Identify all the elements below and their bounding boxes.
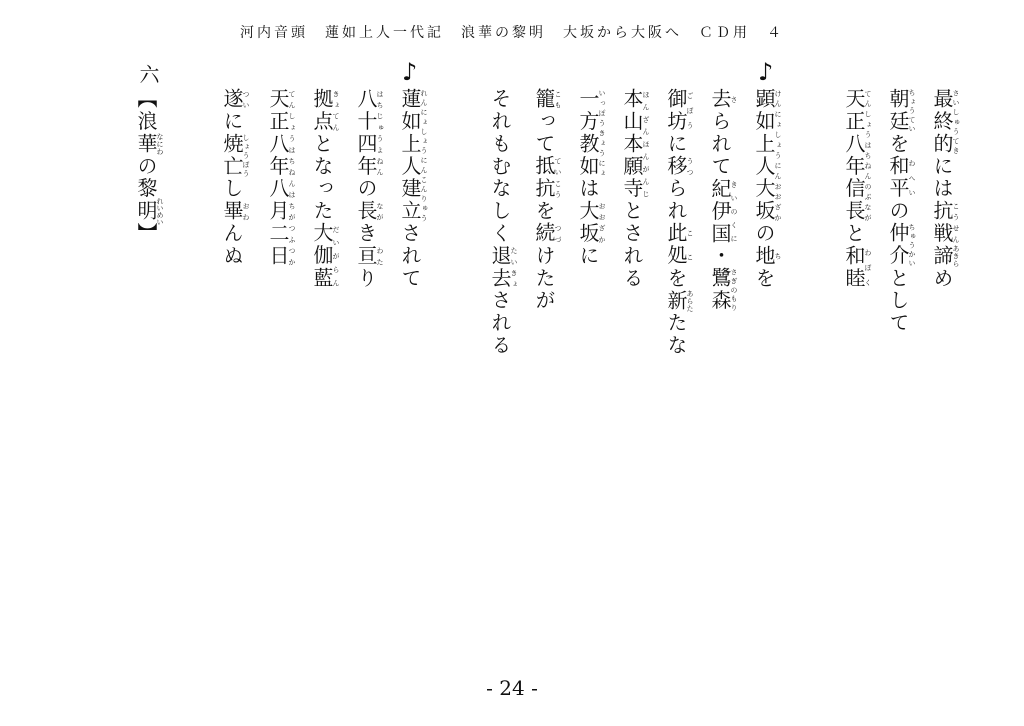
ruby-base-text: 本山本願寺 xyxy=(620,88,644,200)
ruby-word xyxy=(664,155,694,178)
lyric-text: けたが xyxy=(532,244,556,313)
furigana-reading: ちょうてい xyxy=(908,88,916,133)
lyric-text: は xyxy=(576,177,600,201)
ruby-word xyxy=(708,177,738,245)
section-title-text xyxy=(134,110,164,226)
lyric-column xyxy=(222,88,250,267)
lyric-text: 黎 xyxy=(134,177,158,201)
ruby-base-text: 鷺森 xyxy=(708,267,732,313)
ruby-word xyxy=(620,88,650,200)
ruby-word xyxy=(354,244,384,268)
ruby-word xyxy=(220,200,250,223)
ruby-base-text: 蓮如上人建立 xyxy=(398,88,422,223)
lyric-text: の xyxy=(354,177,378,201)
ruby-word xyxy=(886,222,916,268)
ruby-base-text: 和睦 xyxy=(842,244,866,290)
lyric-text: し xyxy=(220,177,244,201)
furigana-reading: わた xyxy=(376,244,384,268)
lyric-text: り xyxy=(354,267,378,290)
ruby-word xyxy=(930,88,960,156)
ruby-word xyxy=(708,267,738,313)
lyric-text: め xyxy=(930,267,954,290)
ruby-word xyxy=(930,200,960,245)
furigana-reading: だいがらん xyxy=(332,222,340,290)
lyric-column xyxy=(356,88,384,290)
lyric-text: とされる xyxy=(620,200,644,290)
lyric-column xyxy=(932,88,960,290)
furigana-reading: ごぼう xyxy=(686,88,694,133)
lyric-text: を xyxy=(886,132,910,156)
lyric-text: き xyxy=(354,222,378,245)
ruby-word xyxy=(664,222,694,268)
ruby-word xyxy=(576,88,606,178)
ruby-base-text: 地 xyxy=(752,244,776,268)
furigana-reading: ちゅうかい xyxy=(908,222,916,268)
lyric-text: となった xyxy=(310,132,334,223)
lyric-column xyxy=(312,88,340,290)
lyric-text: の xyxy=(886,200,910,223)
lyric-text: を xyxy=(532,200,556,223)
music-note-icon: ♪ xyxy=(758,58,774,86)
ruby-base-text: 拠点 xyxy=(310,88,334,133)
lyric-text: んぬ xyxy=(220,222,244,268)
ruby-base-text: 天正八年八月二日 xyxy=(266,88,290,268)
lyric-text: の xyxy=(134,155,158,178)
ruby-base-text: 大坂 xyxy=(576,200,600,245)
furigana-reading: あらた xyxy=(686,289,694,313)
lyric-column xyxy=(534,88,562,312)
ruby-word xyxy=(354,200,384,223)
lyric-text: として xyxy=(886,267,910,335)
lyric-text: られて xyxy=(708,110,732,178)
lyric-column xyxy=(754,88,782,290)
ruby-base-text: 退去 xyxy=(488,244,512,290)
lyric-text: に xyxy=(220,110,244,133)
furigana-reading: ここ xyxy=(686,222,694,268)
ruby-base-text: 華 xyxy=(134,132,158,156)
ruby-base-text: 仲介 xyxy=(886,222,910,268)
furigana-reading: たいきょ xyxy=(510,244,518,290)
furigana-reading: いっぽうきょうにょ xyxy=(598,88,606,178)
furigana-reading: さぎのもり xyxy=(730,267,738,313)
furigana-reading: はちじゅうよねん xyxy=(376,88,384,178)
lyric-column xyxy=(844,88,872,290)
ruby-word xyxy=(310,88,340,133)
ruby-base-text: 移 xyxy=(664,155,688,178)
ruby-base-text: 諦 xyxy=(930,244,954,268)
lyric-column xyxy=(710,88,738,312)
ruby-word xyxy=(842,88,872,223)
ruby-base-text: 籠 xyxy=(532,88,556,111)
furigana-reading: ていこう xyxy=(554,155,562,201)
ruby-base-text: 明 xyxy=(134,197,158,226)
ruby-base-text: 新 xyxy=(664,289,688,313)
ruby-word xyxy=(134,197,164,226)
lyric-text: られ xyxy=(664,177,688,223)
furigana-reading: しょうぼう xyxy=(242,132,250,178)
lyric-column xyxy=(622,88,650,290)
ruby-word xyxy=(398,88,428,223)
ruby-base-text: 大伽藍 xyxy=(310,222,334,290)
furigana-reading: なにわ xyxy=(156,132,164,156)
ruby-word xyxy=(488,244,518,290)
lyric-column xyxy=(400,88,428,290)
ruby-base-text: 長 xyxy=(354,200,378,223)
music-note-icon: ♪ xyxy=(402,58,418,86)
ruby-base-text: 顕如上人大坂 xyxy=(752,88,776,223)
lyric-column xyxy=(666,88,694,357)
ruby-word xyxy=(220,132,250,178)
ruby-base-text: 八十四年 xyxy=(354,88,378,178)
ruby-word xyxy=(532,155,562,201)
furigana-reading: なが xyxy=(376,200,384,223)
lyric-text: を xyxy=(752,267,776,290)
furigana-reading: さ xyxy=(730,88,738,111)
ruby-base-text: 紀伊国 xyxy=(708,177,732,245)
lyric-text: って xyxy=(532,110,556,156)
ruby-word xyxy=(576,200,606,245)
furigana-reading: うつ xyxy=(686,155,694,178)
furigana-reading: れんにょしょうにんこんりゅう xyxy=(420,88,428,223)
section-bracket-open: 【 xyxy=(134,88,158,111)
lyric-column xyxy=(578,88,606,267)
ruby-base-text: 此処 xyxy=(664,222,688,268)
furigana-reading: てんしょうはちねんはちがつふつか xyxy=(288,88,296,268)
furigana-reading: わぼく xyxy=(864,244,872,290)
furigana-reading: きょてん xyxy=(332,88,340,133)
lyric-text: される xyxy=(488,289,512,357)
furigana-reading: つづ xyxy=(554,222,562,245)
furigana-reading: ほんざんほんがんじ xyxy=(642,88,650,200)
furigana-reading: わへい xyxy=(908,155,916,201)
ruby-word xyxy=(886,88,916,133)
lyric-text: に xyxy=(576,244,600,268)
ruby-base-text: 天正八年信長 xyxy=(842,88,866,223)
lyric-text: に xyxy=(664,132,688,156)
ruby-word xyxy=(266,88,296,268)
ruby-base-text: 御坊 xyxy=(664,88,688,133)
furigana-reading: てんしょうはちねんのぶなが xyxy=(864,88,872,223)
lyric-column xyxy=(888,88,916,334)
section-title xyxy=(132,88,164,245)
ruby-base-text: 朝廷 xyxy=(886,88,910,133)
lyric-text: たな xyxy=(664,312,688,357)
ruby-word xyxy=(220,88,250,111)
furigana-reading: きいのくに xyxy=(730,177,738,245)
lyric-text: それもむなしく xyxy=(488,88,512,245)
ruby-base-text: 続 xyxy=(532,222,556,245)
ruby-word xyxy=(752,244,782,268)
ruby-word xyxy=(842,244,872,290)
ruby-word xyxy=(532,88,562,111)
lyric-text: ・ xyxy=(708,244,732,268)
ruby-base-text: 抗戦 xyxy=(930,200,954,245)
ruby-word xyxy=(664,88,694,133)
section-bracket-close: 】 xyxy=(134,222,158,245)
furigana-reading: れいめい xyxy=(156,197,164,226)
lyric-text: と xyxy=(842,222,866,245)
furigana-reading: こも xyxy=(554,88,562,111)
ruby-base-text: 遂 xyxy=(220,88,244,111)
ruby-word xyxy=(930,244,960,268)
ruby-base-text: 最終的 xyxy=(930,88,954,156)
lyric-text: の xyxy=(752,222,776,245)
ruby-word xyxy=(532,222,562,245)
lyric-column xyxy=(268,88,296,267)
lyric-text: 浪 xyxy=(134,110,158,133)
ruby-base-text: 焼亡 xyxy=(220,132,244,178)
furigana-reading: おわ xyxy=(242,200,250,223)
lyric-text: を xyxy=(664,267,688,290)
ruby-word xyxy=(664,289,694,313)
ruby-base-text: 亘 xyxy=(354,244,378,268)
ruby-word xyxy=(354,88,384,178)
ruby-base-text: 抵抗 xyxy=(532,155,556,201)
ruby-word xyxy=(134,132,164,156)
ruby-word xyxy=(752,88,782,223)
lyric-column xyxy=(490,88,518,357)
furigana-reading: あきら xyxy=(952,244,960,268)
ruby-base-text: 畢 xyxy=(220,200,244,223)
page-header-title: 河内音頭 蓮如上人一代記 浪華の黎明 大坂から大阪へ ＣＤ用 ４ xyxy=(240,25,784,41)
page-number: - 24 - xyxy=(486,676,538,700)
furigana-reading: こうせん xyxy=(952,200,960,245)
lyric-text: には xyxy=(930,155,954,201)
furigana-reading: ち xyxy=(774,244,782,268)
ruby-base-text: 和平 xyxy=(886,155,910,201)
ruby-word xyxy=(886,155,916,201)
section-number: 六 xyxy=(136,64,160,84)
ruby-base-text: 去 xyxy=(708,88,732,111)
furigana-reading: おおざか xyxy=(598,200,606,245)
furigana-reading: けんにょしょうにんおおざか xyxy=(774,88,782,223)
furigana-reading: さいしゅうてき xyxy=(952,88,960,156)
lyric-text: されて xyxy=(398,222,422,290)
ruby-word xyxy=(310,222,340,290)
ruby-word xyxy=(708,88,738,111)
furigana-reading: つい xyxy=(242,88,250,111)
ruby-base-text: 一方教如 xyxy=(576,88,600,178)
